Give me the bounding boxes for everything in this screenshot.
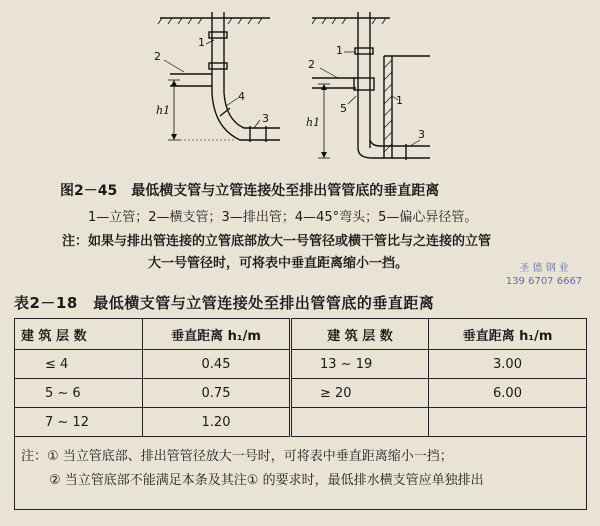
left-label-1: 1 <box>198 36 205 49</box>
cell-floors-left: 7 ~ 12 <box>15 408 143 437</box>
cell-floors-right: 13 ~ 19 <box>291 350 429 379</box>
watermark-line2: 139 6707 6667 <box>505 276 583 287</box>
cell-distance-left: 1.20 <box>143 408 291 437</box>
right-label-5: 5 <box>340 102 347 115</box>
figure-note-line1: 注：如果与排出管连接的立管底部放大一号管径或横干管比与之连接的立管 <box>62 234 492 249</box>
table-row <box>15 408 587 437</box>
cell-distance-right: 3.00 <box>429 350 587 379</box>
watermark-stamp <box>494 262 594 288</box>
table-header-row <box>15 319 587 350</box>
figure-note-line2: 大一号管径时，可将表中垂直距离缩小一挡。 <box>148 256 409 271</box>
right-diagram <box>312 12 430 160</box>
header-floors-left: 建 筑 层 数 <box>15 319 143 350</box>
right-label-1: 1 <box>336 44 343 57</box>
table-note-2: ② 当立管底部不能满足本条及其注① 的要求时，最低排水横支管应单独排出 <box>49 473 484 488</box>
pipe-connection-figure <box>140 8 440 176</box>
right-label-2: 2 <box>308 58 315 71</box>
watermark-line1: 圣 德 钢 业 <box>519 263 569 274</box>
cell-distance-right <box>429 408 587 437</box>
table-notes <box>15 437 587 510</box>
right-label-3: 3 <box>418 128 425 141</box>
table-title: 表2－18 最低横支管与立管连接处至排出管管底的垂直距离 <box>14 294 435 312</box>
cell-distance-left: 0.45 <box>143 350 291 379</box>
header-distance-left: 垂直距离 h₁/m <box>143 319 291 350</box>
right-label-h1: h1 <box>306 116 321 129</box>
cell-floors-right: ≥ 20 <box>291 379 429 408</box>
header-floors-right: 建 筑 层 数 <box>291 319 429 350</box>
cell-floors-left: ≤ 4 <box>15 350 143 379</box>
cell-floors-left: 5 ~ 6 <box>15 379 143 408</box>
table-row <box>15 379 587 408</box>
cell-distance-right: 6.00 <box>429 379 587 408</box>
right-label-1b: 1 <box>396 94 403 107</box>
figure-legend: 1—立管；2—横支管；3—排出管；4—45°弯头；5—偏心异径管。 <box>88 210 478 225</box>
cell-distance-left: 0.75 <box>143 379 291 408</box>
table-row <box>15 350 587 379</box>
table-notes-row <box>15 437 587 510</box>
distance-table <box>14 318 587 510</box>
figure-caption: 图2－45 最低横支管与立管连接处至排出管管底的垂直距离 <box>60 183 440 199</box>
left-label-3: 3 <box>262 112 269 125</box>
left-label-h1: h1 <box>156 104 171 117</box>
table-note-1: 注：① 当立管底部、排出管管径放大一号时，可将表中垂直距离缩小一挡； <box>21 449 453 464</box>
header-distance-right: 垂直距离 h₁/m <box>429 319 587 350</box>
left-label-4: 4 <box>238 90 245 103</box>
cell-floors-right <box>291 408 429 437</box>
left-label-2: 2 <box>154 50 161 63</box>
